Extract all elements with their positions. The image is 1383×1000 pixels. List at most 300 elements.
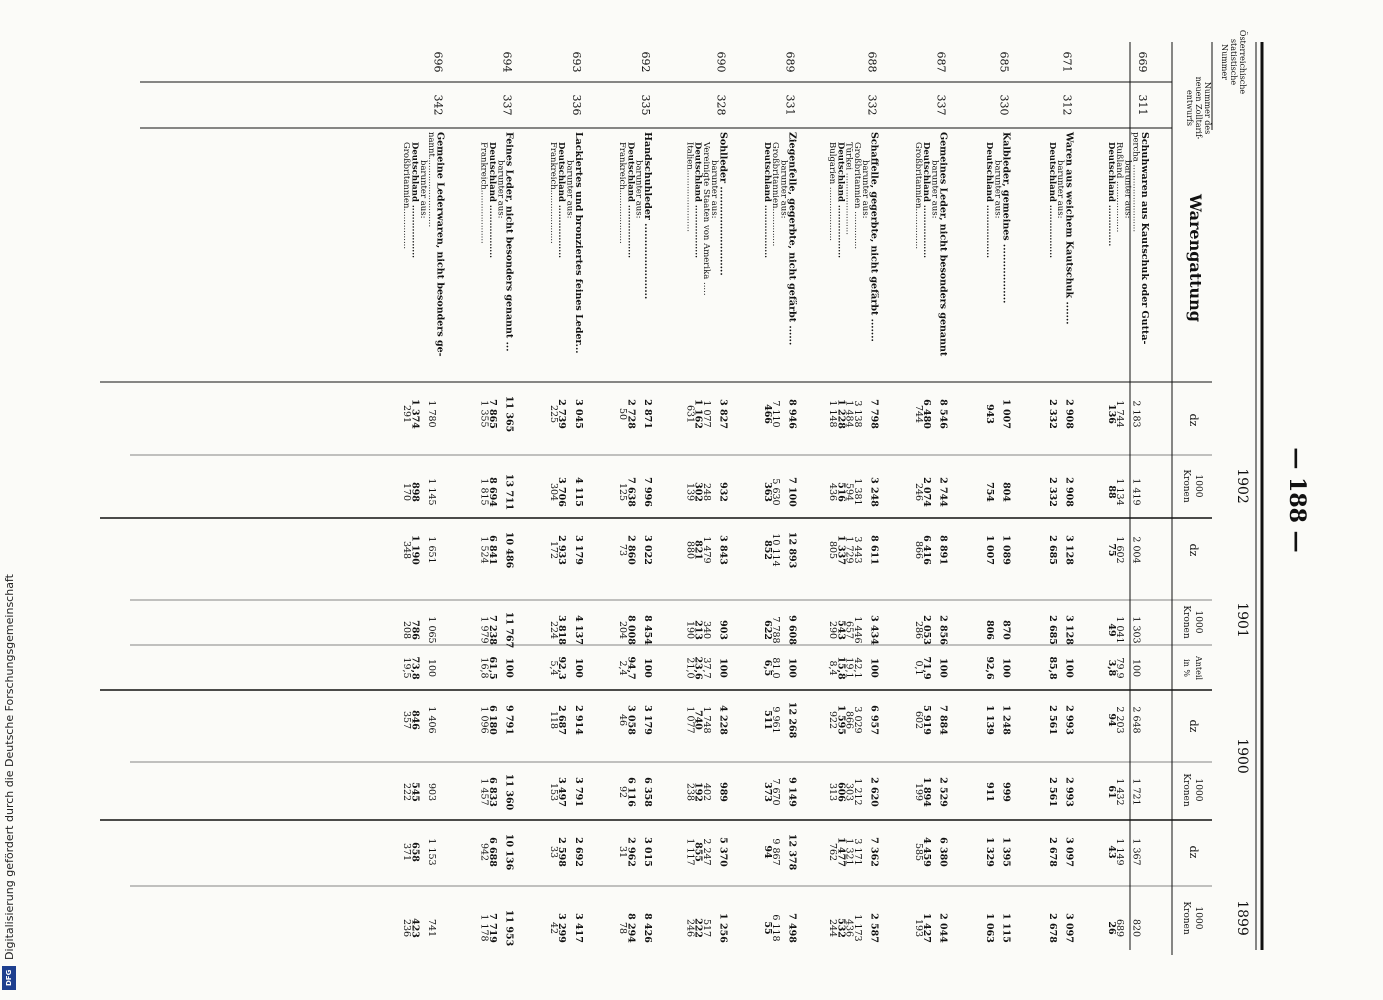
value-cell: 7 719 (487, 913, 498, 943)
value-cell: 9 149 (786, 777, 798, 807)
value-cell: 302 (692, 482, 704, 502)
year-header-1901: 1901 (1234, 602, 1250, 638)
value-cell: 6 180 (487, 705, 498, 735)
value-cell: 208 (401, 620, 413, 640)
tarif-number-337: 337 (934, 94, 948, 116)
value-cell: 1 115 (1000, 913, 1012, 943)
value-cell: 2 739 (556, 399, 568, 429)
anteil-cell: 37,7 (700, 657, 712, 679)
value-cell: 622 (761, 620, 773, 640)
value-cell: 602 (912, 710, 924, 730)
value-cell: 754 (984, 482, 995, 502)
value-cell: 6 480 (921, 399, 933, 429)
value-cell: 1 329 (984, 837, 995, 867)
value-cell: 1 406 (426, 706, 438, 734)
value-cell: 1 381 (851, 478, 863, 506)
value-cell: 8 546 (937, 399, 949, 429)
value-header-kronen: Kronen (1181, 605, 1191, 639)
value-cell: 9 961 (770, 706, 782, 734)
value-cell: 898 (409, 482, 421, 502)
value-cell: 12 378 (786, 833, 798, 871)
value-cell: 3 843 (717, 535, 729, 565)
value-cell: 852 (761, 540, 773, 560)
value-cell: 9 791 (503, 705, 515, 735)
value-cell: 5 919 (921, 705, 933, 735)
value-cell: 741 (426, 918, 438, 938)
value-cell: 8 891 (937, 535, 949, 565)
value-cell: 3 058 (625, 705, 637, 735)
value-cell: 1 077 (684, 706, 696, 734)
value-cell: 9 867 (770, 838, 782, 866)
value-cell: 855 (692, 842, 704, 862)
tarif-number-335: 335 (639, 94, 652, 116)
dz-header: dz (1187, 719, 1200, 733)
value-cell: 657 (843, 620, 855, 640)
value-cell: 1 153 (426, 838, 438, 866)
anteil-cell: 100 (786, 658, 798, 678)
value-cell: 903 (426, 782, 438, 802)
value-cell: 8 294 (625, 913, 637, 943)
value-cell: 511 (761, 710, 773, 730)
value-cell: 139 (684, 482, 696, 502)
header-stat-nummer: statistische (1229, 38, 1238, 86)
value-cell: 2 203 (1114, 706, 1126, 734)
value-cell: 94 (1105, 713, 1117, 727)
value-cell: 1 007 (1000, 399, 1012, 429)
value-cell: 820 (1130, 918, 1142, 938)
value-cell: 6 957 (868, 705, 880, 735)
ware-label: Deutschland .................. (487, 142, 497, 259)
value-cell: 1 173 (851, 914, 863, 942)
anteil-cell: 16,8 (478, 657, 490, 679)
ware-label: Deutschland .................. (984, 142, 994, 259)
value-cell: 6 416 (921, 535, 933, 565)
value-cell: 3 128 (1063, 535, 1075, 565)
value-cell: 606 (835, 782, 847, 802)
value-cell: 11 360 (503, 773, 515, 811)
value-cell: 2 598 (556, 837, 568, 867)
ware-label: Deutschland .................. (625, 142, 636, 259)
dz-header: dz (1187, 413, 1200, 427)
value-cell: 517 (700, 918, 712, 938)
value-cell: 78 (617, 921, 629, 935)
ware-label: Feines Leder, nicht besonders genannt ... (503, 132, 515, 352)
anteil-cell: 100 (426, 658, 438, 678)
value-cell: 1 041 (1114, 616, 1126, 644)
value-cell: 805 (827, 540, 838, 560)
value-cell: 2 871 (642, 399, 653, 429)
value-cell: 1 721 (1130, 778, 1142, 806)
stat-number-687: 687 (934, 51, 948, 73)
page-number: — 188 — (1284, 447, 1310, 553)
dfg-logo-text: DFG (5, 969, 13, 987)
value-cell: 3 138 (851, 400, 863, 428)
value-cell: 7 670 (770, 778, 782, 806)
value-cell: 1 148 (827, 400, 838, 428)
value-cell: 2 332 (1046, 477, 1058, 507)
value-cell: 11 365 (503, 395, 515, 433)
value-cell: 7 996 (642, 477, 653, 507)
ware-label: barunter aus: (417, 160, 428, 219)
value-cell: 3 299 (556, 913, 568, 943)
value-cell: 10 136 (503, 833, 515, 871)
header-tarif-nummer: Nummer des (1203, 81, 1212, 135)
value-cell: 3 248 (868, 477, 880, 507)
anteil-cell: 71,9 (921, 656, 933, 680)
value-cell: 1 595 (835, 705, 847, 735)
value-cell: 1 007 (984, 535, 995, 565)
value-cell: 1 321 (843, 838, 855, 866)
value-cell: 2 728 (625, 399, 637, 429)
stat-number-690: 690 (714, 51, 728, 73)
value-cell: 866 (843, 710, 855, 730)
tarif-number-311: 311 (1136, 94, 1149, 116)
anteil-cell: 100 (937, 658, 949, 678)
ware-label: barunter aus: (860, 160, 871, 219)
value-cell: 248 (700, 482, 712, 502)
value-cell: 1 149 (1114, 838, 1126, 866)
value-cell: 43 (1105, 845, 1117, 859)
value-cell: 2 247 (700, 838, 712, 866)
value-cell: 222 (401, 782, 413, 802)
ware-label: Schuhwaren aus Kautschuk oder Gutta- (1139, 132, 1150, 345)
value-cell: 2 620 (868, 777, 880, 807)
header-tarif-nummer: entwurfs (1185, 90, 1194, 126)
dfg-logo (2, 966, 16, 990)
ware-label: Waren aus weichem Kautschuk ....... (1063, 132, 1075, 325)
value-cell: 50 (617, 407, 629, 421)
value-cell: 204 (617, 620, 629, 640)
value-header-kronen: Kronen (1181, 901, 1191, 935)
value-cell: 2 053 (921, 615, 933, 645)
value-cell: 744 (912, 404, 924, 424)
value-cell: 1 524 (478, 536, 490, 564)
value-cell: 1 228 (835, 399, 847, 429)
stat-number-693: 693 (569, 51, 583, 73)
value-cell: 348 (401, 540, 413, 560)
value-cell: 246 (684, 918, 696, 938)
anteil-cell: 19,1 (843, 657, 855, 679)
value-cell: 6 358 (642, 777, 653, 807)
tarif-number-331: 331 (783, 94, 797, 116)
value-cell: 1 479 (700, 536, 712, 564)
value-header-1000: 1000 (1193, 474, 1203, 498)
tarif-number-342: 342 (431, 94, 445, 116)
value-cell: 1 355 (478, 400, 490, 428)
ware-label: Handschuhleder ....................... (642, 132, 653, 300)
value-cell: 880 (684, 540, 696, 560)
stat-number-685: 685 (997, 51, 1011, 73)
anteil-cell: 73,8 (409, 656, 421, 680)
value-cell: 136 (1105, 404, 1117, 424)
value-cell: 543 (835, 620, 847, 640)
anteil-cell: 0,1 (912, 660, 924, 676)
value-cell: 371 (401, 842, 413, 862)
value-cell: 6 118 (770, 914, 782, 942)
value-cell: 516 (835, 482, 847, 502)
value-cell: 170 (401, 482, 413, 502)
ware-label: Türkei ....................... (843, 142, 854, 235)
value-cell: 3 791 (572, 777, 584, 807)
ware-label: barunter aus: (1122, 160, 1133, 219)
value-cell: 291 (401, 404, 413, 424)
tarif-number-337: 337 (500, 94, 514, 116)
value-cell: 3 497 (556, 777, 568, 807)
anteil-cell: 92,6 (984, 656, 995, 680)
value-cell: 42 (547, 921, 559, 935)
ware-label: Großbritannien.............. (770, 142, 781, 247)
value-cell: 94 (761, 845, 773, 859)
value-cell: 1 117 (684, 838, 696, 866)
value-cell: 932 (717, 482, 729, 502)
stat-number-694: 694 (500, 51, 514, 73)
value-cell: 4 228 (717, 705, 729, 735)
value-cell: 286 (912, 620, 924, 640)
value-cell: 55 (761, 921, 773, 935)
value-header-1000: 1000 (1193, 906, 1203, 930)
value-cell: 2 004 (1130, 536, 1142, 564)
value-cell: 303 (843, 782, 855, 802)
value-cell: 11 953 (503, 909, 515, 947)
value-cell: 7 638 (625, 477, 637, 507)
value-cell: 33 (547, 845, 559, 859)
ware-label: Gemeines Leder, nicht besonders genannt (937, 132, 949, 357)
value-cell: 3 097 (1063, 837, 1075, 867)
value-cell: 3 434 (868, 615, 880, 645)
tarif-number-336: 336 (569, 94, 583, 116)
stat-number-669: 669 (1136, 51, 1149, 73)
anteil-cell: 81,0 (770, 657, 782, 679)
value-cell: 2 685 (1046, 615, 1058, 645)
value-cell: 373 (761, 782, 773, 802)
value-cell: 1 427 (921, 913, 933, 943)
value-cell: 7 498 (786, 913, 798, 943)
dz-header: dz (1187, 845, 1200, 859)
anteil-cell: 61,5 (487, 656, 498, 680)
ware-label: Deutschland .............. (1105, 142, 1116, 247)
value-cell: 6 841 (487, 535, 498, 565)
value-cell: 75 (1105, 543, 1117, 557)
value-cell: 8 426 (642, 913, 653, 943)
value-cell: 2 529 (937, 777, 949, 807)
value-cell: 532 (835, 918, 847, 938)
value-cell: 3 179 (642, 705, 653, 735)
ware-label: Kalbleder, gemeines .................. (1000, 132, 1012, 304)
stat-number-696: 696 (431, 51, 445, 73)
value-cell: 49 (1105, 623, 1117, 637)
value-cell: 436 (827, 482, 838, 502)
ware-label: Großbritannien............... (912, 142, 923, 250)
value-cell: 402 (700, 782, 712, 802)
value-cell: 1 248 (1000, 705, 1012, 735)
value-cell: 357 (401, 710, 413, 730)
value-cell: 1 446 (851, 616, 863, 644)
value-cell: 88 (1105, 485, 1117, 499)
value-cell: 222 (692, 918, 704, 938)
value-cell: 340 (700, 620, 712, 640)
value-cell: 363 (761, 482, 773, 502)
value-cell: 1 367 (1130, 838, 1142, 866)
year-header-1899: 1899 (1234, 900, 1250, 936)
ware-label: Deutschland .................. (835, 142, 846, 259)
value-cell: 1 602 (1114, 536, 1126, 564)
value-cell: 2 183 (1130, 400, 1142, 428)
value-cell: 10 486 (503, 531, 515, 569)
value-cell: 3 827 (717, 399, 729, 429)
anteil-cell: 15,8 (835, 656, 847, 680)
ware-label: Deutschland .................. (1046, 142, 1057, 259)
value-cell: 806 (984, 620, 995, 640)
value-cell: 313 (827, 782, 838, 802)
ware-label: barunter aus: (495, 160, 506, 219)
anteil-cell: 100 (572, 658, 584, 678)
value-cell: 2 561 (1046, 705, 1058, 735)
anteil-cell: 8,4 (827, 660, 838, 676)
value-cell: 2 962 (625, 837, 637, 867)
value-cell: 8 611 (868, 535, 880, 565)
dz-header: dz (1187, 543, 1200, 557)
header-stat-nummer: Österreichische (1238, 29, 1247, 95)
value-cell: 1 145 (426, 478, 438, 506)
ware-label: barunter aus: (778, 160, 789, 219)
value-cell: 466 (761, 404, 773, 424)
year-header-1900: 1900 (1234, 738, 1250, 774)
value-header-1000: 1000 (1193, 778, 1203, 802)
value-cell: 8 946 (786, 399, 798, 429)
ware-label: Schaffelle, gegerbte, nicht gefärbt ....... (868, 132, 880, 342)
value-cell: 1 748 (700, 706, 712, 734)
value-cell: 2 908 (1063, 477, 1075, 507)
value-cell: 213 (692, 620, 704, 640)
value-cell: 1 303 (1130, 616, 1142, 644)
anteil-cell: 5,4 (547, 660, 559, 676)
anteil-cell: 100 (868, 658, 880, 678)
value-cell: 3 818 (556, 615, 568, 645)
value-cell: 1 212 (851, 778, 863, 806)
value-cell: 1 729 (843, 536, 855, 564)
value-cell: 1 337 (835, 535, 847, 565)
digitization-note (0, 0, 18, 1000)
value-cell: 3 128 (1063, 615, 1075, 645)
value-cell: 6 116 (625, 777, 637, 807)
value-cell: 943 (984, 404, 995, 424)
value-cell: 125 (617, 482, 629, 502)
value-cell: 1 256 (717, 913, 729, 943)
value-cell: 92 (617, 785, 629, 799)
anteil-cell: 42,1 (851, 657, 863, 679)
value-cell: 7 788 (770, 616, 782, 644)
value-cell: 2 561 (1046, 777, 1058, 807)
tarif-number-330: 330 (997, 94, 1011, 116)
anteil-cell: 92,3 (556, 656, 568, 680)
value-cell: 1 651 (426, 536, 438, 564)
value-cell: 13 711 (503, 473, 515, 511)
value-cell: 1 484 (843, 400, 855, 428)
value-cell: 7 362 (868, 837, 880, 867)
anteil-cell: 19,5 (401, 657, 413, 679)
ware-label: Bulgarien .................... (827, 142, 837, 241)
value-cell: 911 (984, 782, 995, 802)
value-cell: 7 884 (937, 705, 949, 735)
value-cell: 3 097 (1063, 913, 1075, 943)
value-cell: 3 171 (851, 838, 863, 866)
value-cell: 631 (684, 404, 696, 424)
anteil-cell: 6,5 (761, 659, 773, 677)
ware-label: barunter aus: (929, 160, 940, 219)
value-cell: 3 015 (642, 837, 653, 867)
value-header-kronen: Kronen (1181, 773, 1191, 807)
value-cell: 118 (547, 710, 559, 730)
ware-label: Großbritannien .............. (851, 142, 862, 250)
ware-label: Deutschland .................. (692, 142, 703, 259)
value-cell: 12 893 (786, 531, 798, 569)
digitization-note-text: Digitalisierung gefördert durch die Deutsche Forschungsgemeinschaft (3, 574, 16, 960)
value-cell: 804 (1000, 482, 1012, 502)
value-cell: 244 (827, 918, 838, 938)
value-cell: 922 (827, 710, 838, 730)
value-cell: 1 432 (1114, 778, 1126, 806)
value-cell: 1 077 (700, 400, 712, 428)
value-cell: 225 (547, 404, 559, 424)
tarif-number-332: 332 (865, 94, 879, 116)
anteil-cell: 100 (717, 658, 729, 678)
value-cell: 2 685 (1046, 535, 1058, 565)
value-cell: 762 (827, 842, 838, 862)
value-cell: 4 115 (572, 477, 584, 507)
value-cell: 236 (401, 918, 413, 938)
stat-number-688: 688 (865, 51, 879, 73)
value-cell: 942 (478, 842, 490, 862)
value-cell: 10 114 (770, 533, 782, 567)
value-cell: 1 395 (1000, 837, 1012, 867)
value-cell: 2 993 (1063, 705, 1075, 735)
anteil-cell: 94,7 (625, 656, 637, 680)
ware-label: barunter aus: (1055, 160, 1066, 219)
value-cell: 2 332 (1046, 399, 1058, 429)
value-cell: 246 (912, 482, 924, 502)
anteil-cell: 100 (642, 658, 653, 678)
value-cell: 5 630 (770, 478, 782, 506)
value-cell: 3 045 (572, 399, 584, 429)
value-cell: 2 692 (572, 837, 584, 867)
value-cell: 1 134 (1114, 478, 1126, 506)
value-cell: 6 380 (937, 837, 949, 867)
value-cell: 7 238 (487, 615, 498, 645)
value-cell: 172 (547, 540, 559, 560)
ware-label: Ziegenfelle, gegerbte, nicht gefärbt ...... (786, 132, 798, 346)
value-cell: 1 419 (1130, 478, 1142, 506)
value-cell: 1 065 (426, 616, 438, 644)
value-cell: 1 815 (478, 478, 490, 506)
value-cell: 4 137 (572, 615, 584, 645)
value-cell: 2 860 (625, 535, 637, 565)
value-cell: 846 (409, 710, 421, 730)
value-cell: 1 744 (1114, 400, 1126, 428)
value-cell: 903 (717, 620, 729, 640)
value-cell: 61 (1105, 785, 1117, 799)
value-cell: 7 798 (868, 399, 880, 429)
anteil-cell: 21,0 (684, 657, 696, 679)
header-warengattung: Warengattung (1186, 194, 1205, 322)
value-cell: 2 687 (556, 705, 568, 735)
value-cell: 8 008 (625, 615, 637, 645)
ware-label: nannt.......................... (426, 132, 437, 228)
value-cell: 7 110 (770, 400, 782, 428)
value-cell: 4 459 (921, 837, 933, 867)
value-cell: 2 908 (1063, 399, 1075, 429)
value-cell: 594 (843, 482, 855, 502)
value-cell: 3 022 (642, 535, 653, 565)
